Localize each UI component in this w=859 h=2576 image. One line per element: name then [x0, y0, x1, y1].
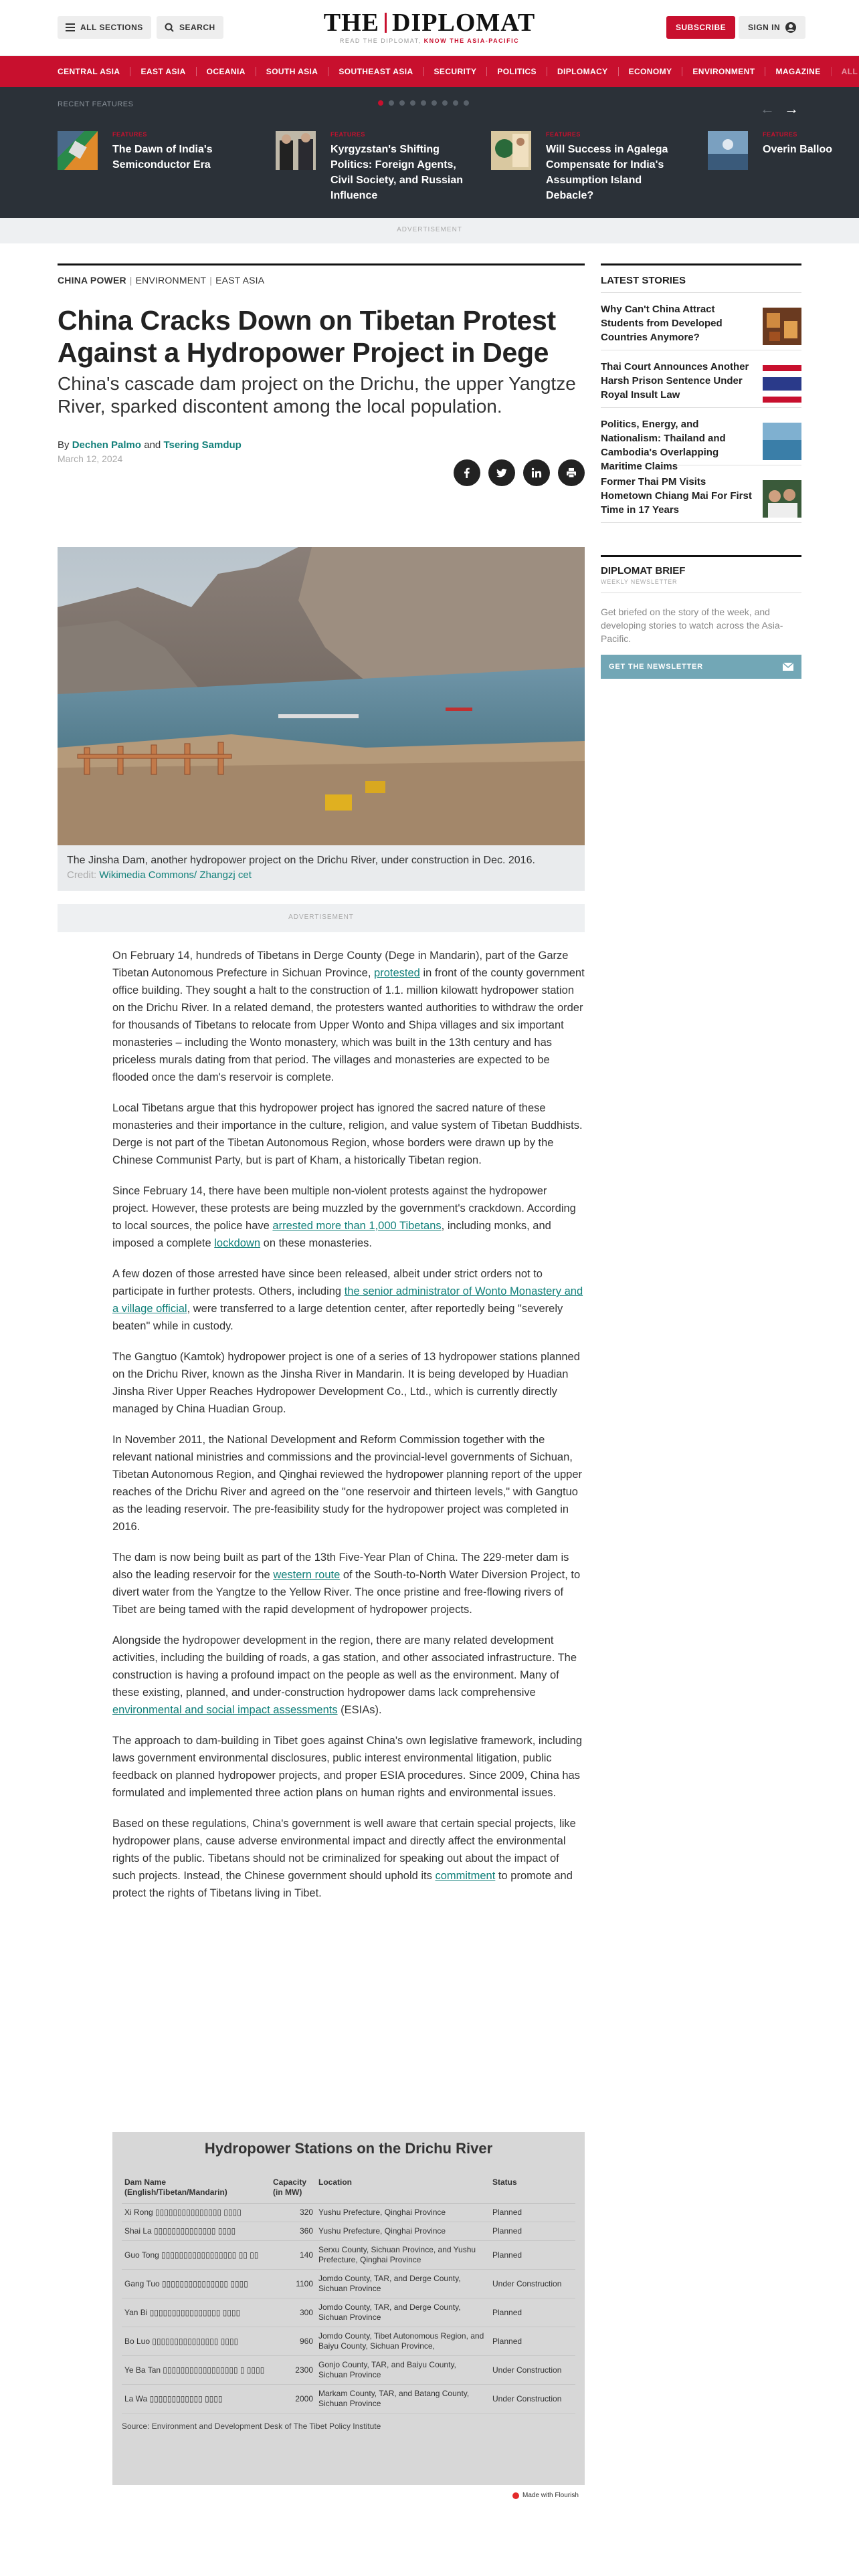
status-cell: Under Construction: [490, 2356, 575, 2385]
print-button[interactable]: [558, 459, 585, 486]
author-link[interactable]: Dechen Palmo: [72, 439, 142, 451]
capacity-cell: 2000: [270, 2385, 316, 2413]
category-separator: |: [129, 275, 132, 286]
dam-name-cell: Xi Rong ▯▯▯▯▯▯▯▯▯▯▯▯▯▯▯ ▯▯▯▯: [122, 2204, 270, 2222]
byline: [58, 439, 585, 451]
publish-date: March 12, 2024: [58, 453, 123, 464]
feature-category: FEATURES: [763, 131, 797, 138]
esia-link[interactable]: environmental and social impact assessments: [112, 1704, 338, 1716]
sidebar: [601, 263, 801, 679]
latest-story-title: Politics, Energy, and Nationalism: Thailand and Cambodia's Overlapping Maritime Claims: [601, 419, 726, 472]
latest-story[interactable]: [601, 408, 801, 472]
feature-thumbnail: [491, 131, 531, 170]
carousel-dot[interactable]: [464, 100, 469, 106]
nav-environment[interactable]: ENVIRONMENT: [682, 67, 765, 76]
nav-magazine[interactable]: MAGAZINE: [765, 67, 830, 76]
hydropower-table-embed: [112, 2132, 585, 2485]
status-cell: Under Construction: [490, 2385, 575, 2413]
article-hero-image: [58, 547, 585, 845]
sidebar-rule: [601, 263, 801, 265]
article-paragraph: Local Tibetans argue that this hydropower project has ignored the sacred nature of these monasteries and their importance in the culture, religion, and value system of Tibetan Buddhists. Derge is not part of the Tibetan Autonomous Region, whose borders were drawn up by the Chinese Communist Party, but is part of Kham, a historically Tibetan region.: [112, 1102, 583, 1166]
paragraph-text: , including monks, and imposed a complete: [112, 1220, 551, 1249]
location-cell: Jomdo County, Tibet Autonomous Region, and Baiyu County, Sichuan Province,: [316, 2327, 490, 2356]
table-body: [122, 2204, 575, 2413]
carousel-dot[interactable]: [389, 100, 394, 106]
mail-icon: [783, 663, 793, 671]
arrested-link[interactable]: arrested more than 1,000 Tibetans: [272, 1220, 442, 1232]
category-environment[interactable]: ENVIRONMENT: [135, 275, 207, 286]
nav-oceania[interactable]: OCEANIA: [196, 67, 256, 76]
sign-in-label: SIGN IN: [748, 23, 781, 32]
column-header: Dam Name (English/Tibetan/Mandarin): [122, 2177, 270, 2204]
carousel-dot[interactable]: [421, 100, 426, 106]
feature-title: The Dawn of India's Semiconductor Era: [112, 144, 213, 171]
image-caption: [58, 845, 585, 891]
latest-story-title: Thai Court Announces Another Harsh Prison Sentence Under Royal Insult Law: [601, 361, 749, 401]
paragraph-text: On February 14, hundreds of Tibetans in Derge County (Dege in Mandarin), part of the Garze Tibetan Autonomous Prefecture in Sichuan Province,: [112, 950, 569, 979]
table-row: [122, 2356, 575, 2385]
feature-category: FEATURES: [330, 131, 365, 138]
byline-row: [58, 439, 585, 464]
newsletter-button[interactable]: [601, 655, 801, 679]
location-cell: Serxu County, Sichuan Province, and Yushu Prefecture, Qinghai Province: [316, 2241, 490, 2270]
article-paragraph: [112, 1815, 585, 1902]
logo-divider: [385, 13, 387, 33]
sign-in-button[interactable]: [739, 16, 805, 39]
carousel-next-icon[interactable]: →: [784, 100, 799, 117]
byline-prefix: By: [58, 439, 70, 451]
status-cell: Planned: [490, 2241, 575, 2270]
feature-title: Will Success in Agalega Compensate for India's Assumption Island Debacle?: [546, 144, 668, 201]
nav-central-asia[interactable]: CENTRAL ASIA: [58, 67, 120, 76]
nav-politics[interactable]: POLITICS: [486, 67, 547, 76]
column-header: Location: [316, 2177, 490, 2204]
twitter-icon: [496, 467, 507, 478]
feature-title: Overin Balloo: [763, 144, 833, 155]
nav-south-asia[interactable]: SOUTH ASIA: [256, 67, 328, 76]
tagline-prefix: READ THE DIPLOMAT,: [339, 37, 421, 44]
paragraph-text: (ESIAs).: [341, 1704, 382, 1716]
capacity-cell: 300: [270, 2298, 316, 2327]
share-buttons: [454, 459, 585, 486]
flourish-icon: [512, 2492, 519, 2499]
subscribe-label: SUBSCRIBE: [676, 23, 727, 32]
linkedin-share-button[interactable]: [523, 459, 550, 486]
nav-diplomacy[interactable]: DIPLOMACY: [547, 67, 618, 76]
capacity-cell: 320: [270, 2204, 316, 2222]
twitter-share-button[interactable]: [488, 459, 515, 486]
capacity-cell: 360: [270, 2222, 316, 2241]
nav-east-asia[interactable]: EAST ASIA: [130, 67, 195, 76]
advertisement-strip: ADVERTISEMENT: [0, 218, 859, 243]
facebook-share-button[interactable]: [454, 459, 480, 486]
carousel-dot[interactable]: [432, 100, 437, 106]
location-cell: Yushu Prefecture, Qinghai Province: [316, 2222, 490, 2241]
author-link[interactable]: Tsering Samdup: [163, 439, 242, 451]
article: [58, 263, 585, 2499]
byline-and: and: [144, 439, 161, 451]
article-paragraph: The approach to dam-building in Tibet goes against China's own legislative framework, including laws government environmental disclosures, public interest environmental litigation, public feedback on planned hydropower projects, and proper ESIA procedures. Since 2009, China has formulated and implemented three action plans on human rights and environmental issues.: [112, 1735, 583, 1799]
logo-wordmark-b: DIPLOMAT: [392, 9, 536, 37]
flourish-label: Made with Flourish: [522, 2492, 579, 2499]
paragraph-text: Since February 14, there have been multiple non-violent protests against the hydropower project. However, these protests are being muzzled by the government's crackdown. According to local sources, the police have: [112, 1185, 576, 1232]
article-paragraph: The Gangtuo (Kamtok) hydropower project is one of a series of 13 hydropower stations planned on the Drichu River, known as the Jinsha River in Mandarin. It is being developed by Huadian Jinsha River Upper Reaches Hydropower Development Co., Ltd., which is currently directly managed by China Huadian Group.: [112, 1351, 580, 1415]
feature-category: FEATURES: [112, 131, 147, 138]
dam-name-cell: Shai La ▯▯▯▯▯▯▯▯▯▯▯▯▯▯ ▯▯▯▯: [122, 2222, 270, 2241]
feature-thumbnail: [276, 131, 316, 170]
table-source: Source: Environment and Development Desk of The Tibet Policy Institute: [122, 2422, 381, 2431]
article-paragraph: [112, 1549, 585, 1618]
image-credit: [67, 868, 575, 883]
capacity-cell: 1100: [270, 2270, 316, 2298]
category-separator: |: [209, 275, 213, 286]
article-top-rule: [58, 263, 585, 265]
newsletter-description: Get briefed on the story of the week, and developing stories to watch across the Asia-Pacific.: [601, 607, 783, 644]
article-paragraph: [112, 1265, 585, 1335]
newsletter-rule: [601, 555, 801, 557]
paragraph-text: on these monasteries.: [263, 1237, 372, 1249]
latest-stories-heading: LATEST STORIES: [601, 275, 686, 286]
hydropower-table: [122, 2177, 575, 2413]
carousel-dot[interactable]: [453, 100, 458, 106]
article-subtitle: China's cascade dam project on the Drichu, the upper Yangtze River, sparked discontent among the local population.: [58, 373, 576, 417]
location-cell: Yushu Prefecture, Qinghai Province: [316, 2204, 490, 2222]
credit-link[interactable]: Wikimedia Commons/ Zhangzj cet: [99, 869, 252, 881]
feature-title: Kyrgyzstan's Shifting Politics: Foreign Agents, Civil Society, and Russian Influence: [330, 144, 463, 201]
paragraph-text: A few dozen of those arrested have since been released, albeit under strict orders not to participate in further protests. Others, including: [112, 1268, 543, 1297]
column-header: Status: [490, 2177, 575, 2204]
article-paragraph: In November 2011, the National Development and Reform Commission together with the relevant national ministries and commissions and the provincial-level governments of Sichuan, Tibetan Autonomous Region, and Qinghai reviewed the hydropower planning report of the upper reaches of the Drichu River and agreed on the "one reservoir and thirteen levels," with Gangtuo as the leading reservoir. The pre-feasibility study for the hydropower project was completed in 2016.: [112, 1434, 583, 1533]
tagline-suffix: KNOW THE ASIA-PACIFIC: [423, 37, 520, 44]
in-article-advertisement: ADVERTISEMENT: [58, 904, 585, 932]
feature-card[interactable]: [708, 131, 859, 205]
table-row: [122, 2222, 575, 2241]
carousel-prev-icon[interactable]: ←: [760, 100, 775, 117]
nav-all[interactable]: ALL: [831, 67, 859, 76]
logo-wordmark-a: THE: [323, 9, 380, 37]
feature-category: FEATURES: [546, 131, 581, 138]
location-cell: Jomdo County, TAR, and Derge County, Sichuan Province: [316, 2270, 490, 2298]
latest-story-title: Why Can't China Attract Students from Developed Countries Anymore?: [601, 304, 723, 343]
carousel-dots: [378, 100, 469, 106]
capacity-cell: 960: [270, 2327, 316, 2356]
dam-name-cell: Ye Ba Tan ▯▯▯▯▯▯▯▯▯▯▯▯▯▯▯▯▯ ▯ ▯▯▯▯: [122, 2356, 270, 2385]
latest-story[interactable]: [601, 350, 801, 408]
paragraph-text: Based on these regulations, China's government is well aware that certain special projects, like hydropower plans, cause adverse environmental impact and directly affect the environmental rights of the public. Tibetans should not be criminalized for speaking out about the impact of such projects. Instead, the Chinese government should uphold its: [112, 1818, 576, 1882]
article-title: China Cracks Down on Tibetan Protest Against a Hydropower Project in Dege: [58, 305, 556, 368]
newsletter-button-label: GET THE NEWSLETTER: [609, 663, 703, 671]
category-label: CHINA POWER: [58, 275, 126, 286]
linkedin-icon: [531, 467, 542, 478]
caption-text: The Jinsha Dam, another hydropower project on the Drichu River, under construction in Dec. 2016.: [67, 855, 535, 866]
facebook-icon: [462, 467, 472, 478]
paragraph-text: The dam is now being built as part of the 13th Five-Year Plan of China. The 229-meter dam is also the leading reservoir for the: [112, 1551, 569, 1581]
table-row: [122, 2270, 575, 2298]
lockdown-link[interactable]: lockdown: [214, 1237, 261, 1249]
table-row: [122, 2241, 575, 2270]
top-bar: [0, 0, 859, 56]
article-paragraph: [112, 1182, 585, 1252]
capacity-cell: 140: [270, 2241, 316, 2270]
category-china-power[interactable]: [58, 275, 126, 286]
status-cell: Planned: [490, 2222, 575, 2241]
nav-southeast-asia[interactable]: SOUTHEAST ASIA: [328, 67, 423, 76]
credit-prefix: Credit:: [67, 869, 97, 881]
column-header: Capacity (in MW): [270, 2177, 316, 2204]
table-row: [122, 2204, 575, 2222]
carousel-dot[interactable]: [378, 100, 383, 106]
carousel-dot[interactable]: [442, 100, 448, 106]
paragraph-text: Alongside the hydropower development in the region, there are many related development activities, including the building of roads, a gas station, and other associated infrastructure. The construction is having a profound impact on the people as well as the environment. Many of these existing, planned, and under-construction hydropower dams lack comprehensive: [112, 1634, 577, 1699]
feature-card[interactable]: [276, 131, 476, 205]
dam-name-cell: La Wa ▯▯▯▯▯▯▯▯▯▯▯▯ ▯▯▯▯: [122, 2385, 270, 2413]
latest-story-thumbnail: [763, 480, 801, 518]
paragraph-text: in front of the county government office building. They sought a halt to the construction of 1.1. million kilowatt hydropower station on the Drichu River. In a related demand, the protesters wanted authorities to withdraw the order for thousands of Tibetans to relocate from Upper Wonto and Shipa villages and six important monasteries – including the Wonto monastery, which was built in the 13th century and has priceless murals dating from that period. The villages and monasteries are expected to be flooded once the dam's reservoir is complete.: [112, 967, 585, 1083]
status-cell: Planned: [490, 2204, 575, 2222]
administrator-link[interactable]: the senior administrator of Wonto Monastery and a village official: [112, 1285, 583, 1315]
capacity-cell: 2300: [270, 2356, 316, 2385]
print-icon: [566, 467, 577, 478]
status-cell: Planned: [490, 2327, 575, 2356]
subscribe-button[interactable]: [666, 16, 735, 39]
latest-story[interactable]: [601, 465, 801, 523]
article-categories: [58, 275, 585, 286]
western-route-link[interactable]: western route: [273, 1569, 341, 1581]
latest-story-thumbnail: [763, 308, 801, 345]
feature-card[interactable]: [58, 131, 258, 205]
paragraph-text: of the South-to-North Water Diversion Project, to divert water from the Yangtze to the Yellow River. The once pristine and free-flowing rivers of Tibet are being tamed with the rapid development of hydropower projects.: [112, 1569, 581, 1616]
carousel-dot[interactable]: [410, 100, 415, 106]
dam-name-cell: Gang Tuo ▯▯▯▯▯▯▯▯▯▯▯▯▯▯▯ ▯▯▯▯: [122, 2270, 270, 2298]
table-row: [122, 2298, 575, 2327]
recent-features-label: RECENT FEATURES: [58, 100, 134, 108]
paragraph-text: , were transferred to a large detention center, after reportedly being "severely beaten" while in custody.: [112, 1303, 563, 1332]
location-cell: Gonjo County, TAR, and Baiyu County, Sichuan Province: [316, 2356, 490, 2385]
dam-name-cell: Yan Bi ▯▯▯▯▯▯▯▯▯▯▯▯▯▯▯▯ ▯▯▯▯: [122, 2298, 270, 2327]
newsletter-heading: DIPLOMAT BRIEF: [601, 565, 686, 576]
paragraph-text: to promote and protect the rights of Tibetans living in Tibet.: [112, 1870, 573, 1899]
carousel-dot[interactable]: [399, 100, 405, 106]
table-title: Hydropower Stations on the Drichu River: [204, 2140, 493, 2157]
article-body: [112, 947, 585, 1915]
latest-story-thumbnail: [763, 365, 801, 403]
commitment-link[interactable]: commitment: [435, 1870, 496, 1882]
status-cell: Planned: [490, 2298, 575, 2327]
location-cell: Jomdo County, TAR, and Derge County, Sichuan Province: [316, 2298, 490, 2327]
recent-features: [0, 87, 859, 218]
newsletter-subheading: WEEKLY NEWSLETTER: [601, 578, 678, 585]
latest-story[interactable]: [601, 293, 801, 350]
nav-economy[interactable]: ECONOMY: [618, 67, 682, 76]
search-label: SEARCH: [179, 23, 215, 32]
nav-security[interactable]: SECURITY: [423, 67, 487, 76]
latest-story-title: Former Thai PM Visits Hometown Chiang Mai For First Time in 17 Years: [601, 476, 752, 516]
table-row: [122, 2327, 575, 2356]
latest-story-thumbnail: [763, 423, 801, 460]
category-east-asia[interactable]: EAST ASIA: [215, 275, 265, 286]
article-paragraph: [112, 1632, 585, 1719]
article-paragraph: [112, 947, 585, 1086]
all-sections-label: ALL SECTIONS: [80, 23, 143, 32]
location-cell: Markam County, TAR, and Batang County, Sichuan Province: [316, 2385, 490, 2413]
feature-thumbnail: [708, 131, 748, 170]
table-header-row: [122, 2177, 575, 2204]
flourish-credit[interactable]: [512, 2492, 579, 2499]
feature-card[interactable]: [491, 131, 692, 205]
dam-name-cell: Guo Tong ▯▯▯▯▯▯▯▯▯▯▯▯▯▯▯▯▯ ▯▯ ▯▯: [122, 2241, 270, 2270]
feature-thumbnail: [58, 131, 98, 170]
main-nav: [0, 56, 859, 87]
table-row: [122, 2385, 575, 2413]
user-icon: [785, 22, 796, 33]
protested-link[interactable]: protested: [374, 967, 420, 979]
status-cell: Under Construction: [490, 2270, 575, 2298]
dam-name-cell: Bo Luo ▯▯▯▯▯▯▯▯▯▯▯▯▯▯▯ ▯▯▯▯: [122, 2327, 270, 2356]
